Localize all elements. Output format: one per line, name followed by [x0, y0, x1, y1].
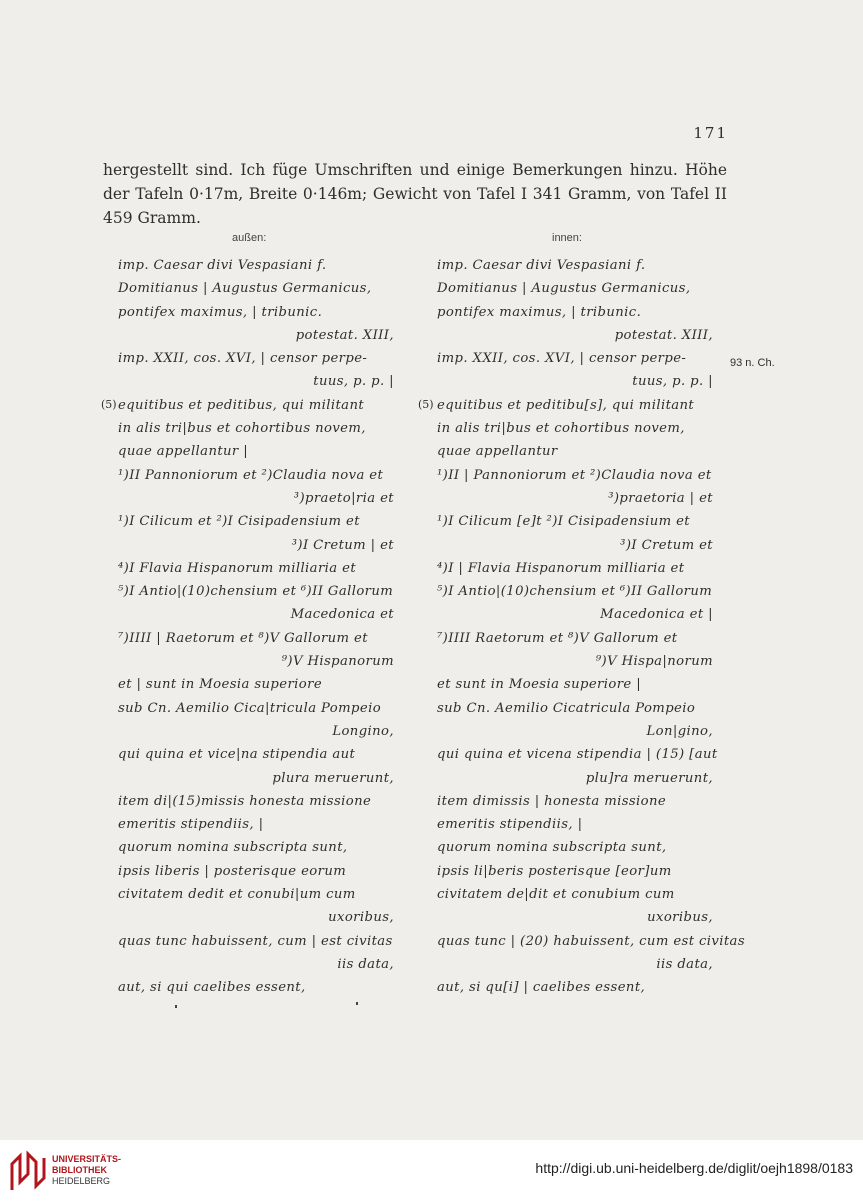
intro-paragraph: hergestellt sind. Ich füge Umschriften und einige Bemerkungen hinzu. Höhe der Tafeln 0·17m, Breite 0·146m; Gewicht von Tafel I 341 Gramm, von Tafel II 459 Gramm. [103, 161, 727, 227]
inscription-line: plura meruerunt, [272, 770, 394, 786]
inscription-line: ⁴)I Flavia Hispanorum milliaria et [118, 560, 357, 576]
inscription-line: pontifex maximus, | tribunic. [437, 304, 642, 320]
inscription-line: quorum nomina subscripta sunt, [437, 840, 667, 856]
inscription-line: ⁵)I Antio|(10)chensium et ⁶)II Gallorum [437, 584, 713, 600]
library-name [52, 1154, 121, 1187]
university-library-logo-icon [8, 1150, 50, 1194]
inscription-line: item di|(15)missis honesta missione [118, 793, 372, 809]
library-name-line1: UNIVERSITÄTS- [52, 1154, 122, 1164]
inscription-line: Macedonica et [290, 607, 394, 623]
inscription-line: ³)I Cretum et [620, 537, 713, 553]
inscription-line: tuus, p. p. | [632, 374, 713, 390]
outside-inscription [118, 254, 406, 1000]
inscription-line: ³)praetoria | et [608, 490, 713, 506]
inscription-line: ⁷)IIII | Raetorum et ⁸)V Gallorum et [118, 630, 368, 646]
inscription-line: quae appellantur | [118, 444, 249, 460]
inscription-line: et | sunt in Moesia superiore [118, 677, 323, 693]
inscription-line: Domitianus | Augustus Germanicus, [118, 281, 372, 297]
inscription-line: imp. XXII, cos. XVI, | censor perpe- [437, 351, 687, 367]
line-marker-right: (5) [418, 398, 434, 411]
inscription-line: ipsis li|beris posterisque [eor]um [437, 863, 672, 879]
inscription-line: uxoribus, [328, 910, 394, 926]
inscription-line: civitatem dedit et conubi|um cum [118, 887, 356, 903]
inscription-line: ⁵)I Antio|(10)chensium et ⁶)II Gallorum [118, 584, 394, 600]
inscription-line: ⁹)V Hispanorum [281, 654, 394, 670]
inscription-line: quorum nomina subscripta sunt, [118, 840, 348, 856]
inscription-line: ³)I Cretum | et [291, 537, 394, 553]
library-name-line3: HEIDELBERG [52, 1176, 111, 1186]
inscription-line: ⁹)V Hispa|norum [595, 654, 713, 670]
date-side-note: 93 n. Ch. [730, 357, 775, 369]
line-marker-left: (5) [101, 398, 117, 411]
footer-bar [0, 1140, 863, 1204]
inscription-line: imp. Caesar divi Vespasiani f. [118, 258, 327, 273]
inscription-line: Domitianus | Augustus Germanicus, [437, 281, 691, 297]
inscription-line: ⁴)I | Flavia Hispanorum milliaria et [437, 560, 685, 576]
inscription-line: in alis tri|bus et cohortibus novem, [118, 421, 366, 437]
inscription-line: imp. XXII, cos. XVI, | censor perpe- [118, 351, 368, 367]
inscription-line: ³)praeto|ria et [293, 490, 394, 506]
inscription-line: emeritis stipendiis, | [118, 817, 264, 833]
inscription-line: aut, si qui caelibes essent, [118, 980, 306, 996]
inscription-line: uxoribus, [647, 910, 713, 926]
inscription-line: iis data, [656, 956, 713, 972]
library-name-line2: BIBLIOTHEK [52, 1165, 107, 1175]
inscription-line: qui quina et vice|na stipendia aut [118, 747, 356, 763]
inscription-line: ¹)II | Pannoniorum et ²)Claudia nova et [437, 467, 712, 483]
inscription-line: equitibus et peditibu[s], qui militant [437, 397, 695, 413]
permalink[interactable]: http://digi.ub.uni-heidelberg.de/diglit/oejh1898/0183 [535, 1160, 853, 1176]
inscription-line: imp. Caesar divi Vespasiani f. [437, 258, 646, 273]
inscription-line: quas tunc habuissent, cum | est civitas [118, 933, 393, 949]
inscription-line: item dimissis | honesta missione [437, 793, 667, 809]
inscription-line: sub Cn. Aemilio Cica|tricula Pompeio [118, 700, 382, 716]
inscription-line: et sunt in Moesia superiore | [437, 677, 642, 693]
inscription-line: ¹)I Cilicum et ²)I Cisipadensium et [118, 514, 360, 530]
inscription-line: sub Cn. Aemilio Cicatricula Pompeio [437, 700, 696, 716]
header-outside: außen: [232, 232, 267, 244]
inscription-line: potestat. XIII, [295, 327, 394, 343]
inside-inscription [437, 254, 745, 1000]
inscription-line: ¹)II Pannoniorum et ²)Claudia nova et [118, 467, 384, 483]
inscription-line: Lon|gino, [646, 723, 713, 739]
inscription-line: civitatem de|dit et conubium cum [437, 887, 675, 903]
inscription-line: iis data, [337, 956, 394, 972]
inscription-line: ⁷)IIII Raetorum et ⁸)V Gallorum et [437, 630, 678, 646]
inscription-line: ¹)I Cilicum [e]t ²)I Cisipadensium et [437, 514, 690, 530]
inscription-line: quas tunc | (20) habuissent, cum est civitas [437, 933, 745, 949]
inscription-line: in alis tri|bus et cohortibus novem, [437, 421, 685, 437]
inscription-line: ipsis liberis | posterisque eorum [118, 863, 347, 879]
inscription-line: quae appellantur [437, 444, 558, 460]
inscription-line: Longino, [332, 723, 394, 739]
inscription-line: potestat. XIII, [614, 327, 713, 343]
inscription-line: tuus, p. p. | [313, 374, 394, 390]
inscription-line: equitibus et peditibus, qui militant [118, 397, 365, 413]
ink-speck [175, 1005, 177, 1008]
header-inside: innen: [552, 232, 582, 244]
page-number: 171 [693, 124, 728, 142]
inscription-line: emeritis stipendiis, | [437, 817, 583, 833]
inscription-line: qui quina et vicena stipendia | (15) [aut [437, 747, 718, 763]
ink-speck [356, 1002, 358, 1005]
inscription-line: Macedonica et | [600, 607, 713, 623]
inscription-line: pontifex maximus, | tribunic. [118, 304, 323, 320]
inscription-line: aut, si qu[i] | caelibes essent, [437, 980, 646, 996]
inscription-line: plu]ra meruerunt, [585, 770, 713, 786]
